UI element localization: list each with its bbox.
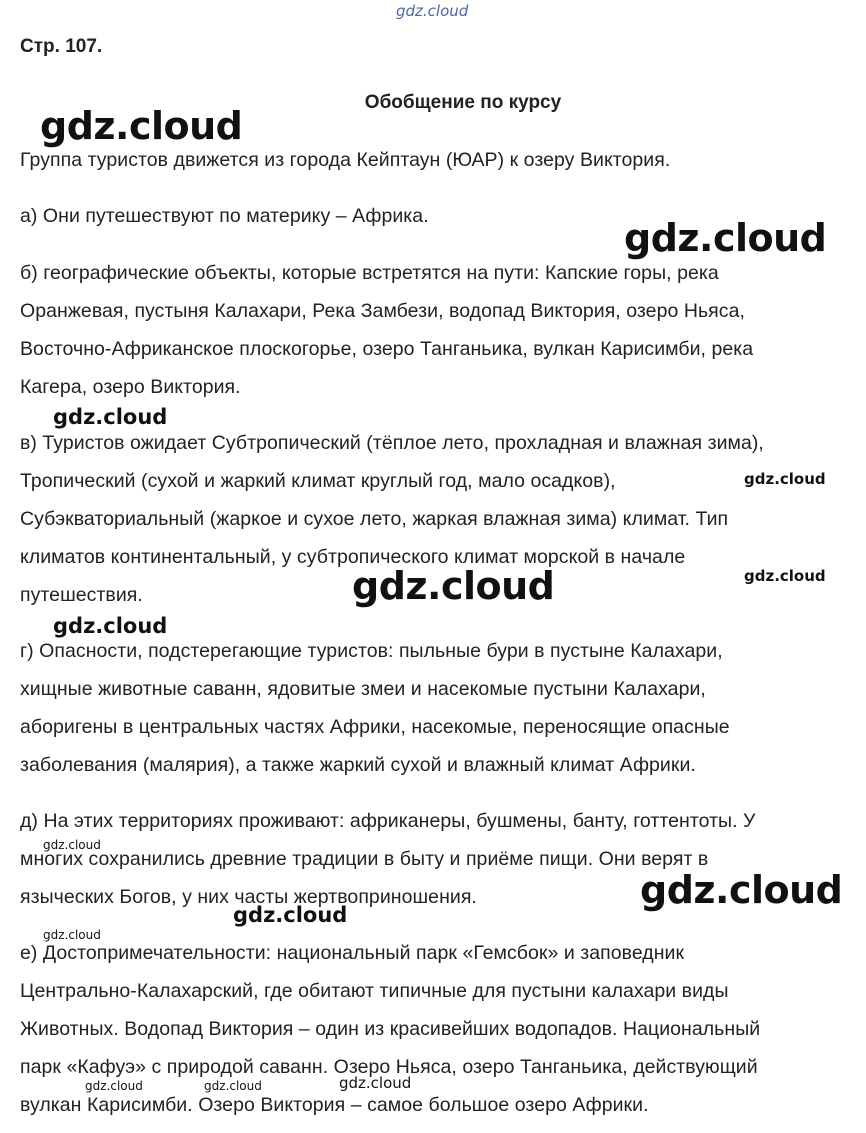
text-line: в) Туристов ожидает Субтропический (тёплое лето, прохладная и влажная зима), <box>20 432 764 454</box>
paragraph-g <box>20 632 860 784</box>
text-line: многих сохранились древние традиции в быту и приёме пищи. Они верят в <box>20 848 709 870</box>
text-line: Центрально-Калахарский, где обитают типичные для пустыни калахари виды <box>20 980 729 1002</box>
watermark: gdz.cloud <box>624 216 827 260</box>
text-line: Кагера, озеро Виктория. <box>20 376 241 398</box>
paragraph-b <box>20 254 860 406</box>
watermark: gdz.cloud <box>204 1079 262 1093</box>
paragraph-a <box>20 197 860 235</box>
text-line: хищные животные саванн, ядовитые змеи и насекомые пустыни Калахари, <box>20 678 706 700</box>
text-line: Животных. Водопад Виктория – один из красивейших водопадов. Национальный <box>20 1018 761 1040</box>
intro-paragraph <box>20 141 860 179</box>
text-line: е) Достопримечательности: национальный парк «Гемсбок» и заповедник <box>20 942 685 964</box>
page-title: Обобщение по курсу <box>364 92 562 113</box>
watermark: gdz.cloud <box>53 405 168 429</box>
text-line: Группа туристов движется из города Кейптаун (ЮАР) к озеру Виктория. <box>20 149 671 171</box>
watermark: gdz.cloud <box>233 903 348 927</box>
paragraph-e <box>20 934 860 1124</box>
watermark: gdz.cloud <box>43 928 101 942</box>
watermark-top: gdz.cloud <box>396 2 469 20</box>
watermark: gdz.cloud <box>40 104 243 148</box>
text-line: д) На этих территориях проживают: африканеры, бушмены, банту, готтентоты. У <box>20 810 756 832</box>
text-line: аборигены в центральных частях Африки, насекомые, переносящие опасные <box>20 716 730 738</box>
watermark: gdz.cloud <box>744 470 826 488</box>
text-line: климатов континентальный, у субтропического климат морской в начале <box>20 546 686 568</box>
watermark: gdz.cloud <box>640 868 843 912</box>
watermark: gdz.cloud <box>339 1074 412 1092</box>
paragraph-d <box>20 802 860 916</box>
watermark: gdz.cloud <box>85 1079 143 1093</box>
text-line: Восточно-Африканское плоскогорье, озеро Танганьика, вулкан Карисимби, река <box>20 338 754 360</box>
text-line: путешествия. <box>20 584 143 606</box>
text-line: парк «Кафуэ» с природой саванн. Озеро Ньяса, озеро Танганьика, действующий <box>20 1056 758 1078</box>
page-number: Стр. 107. <box>20 36 103 57</box>
watermark: gdz.cloud <box>43 838 101 852</box>
text-line: Субэкваториальный (жаркое и сухое лето, жаркая влажная зима) климат. Тип <box>20 508 729 530</box>
text-line: Оранжевая, пустыня Калахари, Река Замбези, водопад Виктория, озеро Ньяса, <box>20 300 745 322</box>
text-line: языческих Богов, у них часты жертвоприношения. <box>20 886 477 908</box>
paragraph-v <box>20 424 860 614</box>
watermark: gdz.cloud <box>744 567 826 585</box>
text-line: г) Опасности, подстерегающие туристов: пыльные бури в пустыне Калахари, <box>20 640 723 662</box>
text-line: Тропический (сухой и жаркий климат круглый год, мало осадков), <box>20 470 616 492</box>
text-line: вулкан Карисимби. Озеро Виктория – самое большое озеро Африки. <box>20 1094 649 1116</box>
text-line: заболевания (малярия), а также жаркий сухой и влажный климат Африки. <box>20 754 696 776</box>
watermark: gdz.cloud <box>352 564 555 608</box>
watermark: gdz.cloud <box>53 614 168 638</box>
text-line: б) географические объекты, которые встретятся на пути: Капские горы, река <box>20 262 719 284</box>
text-line: а) Они путешествуют по материку – Африка. <box>20 205 429 227</box>
